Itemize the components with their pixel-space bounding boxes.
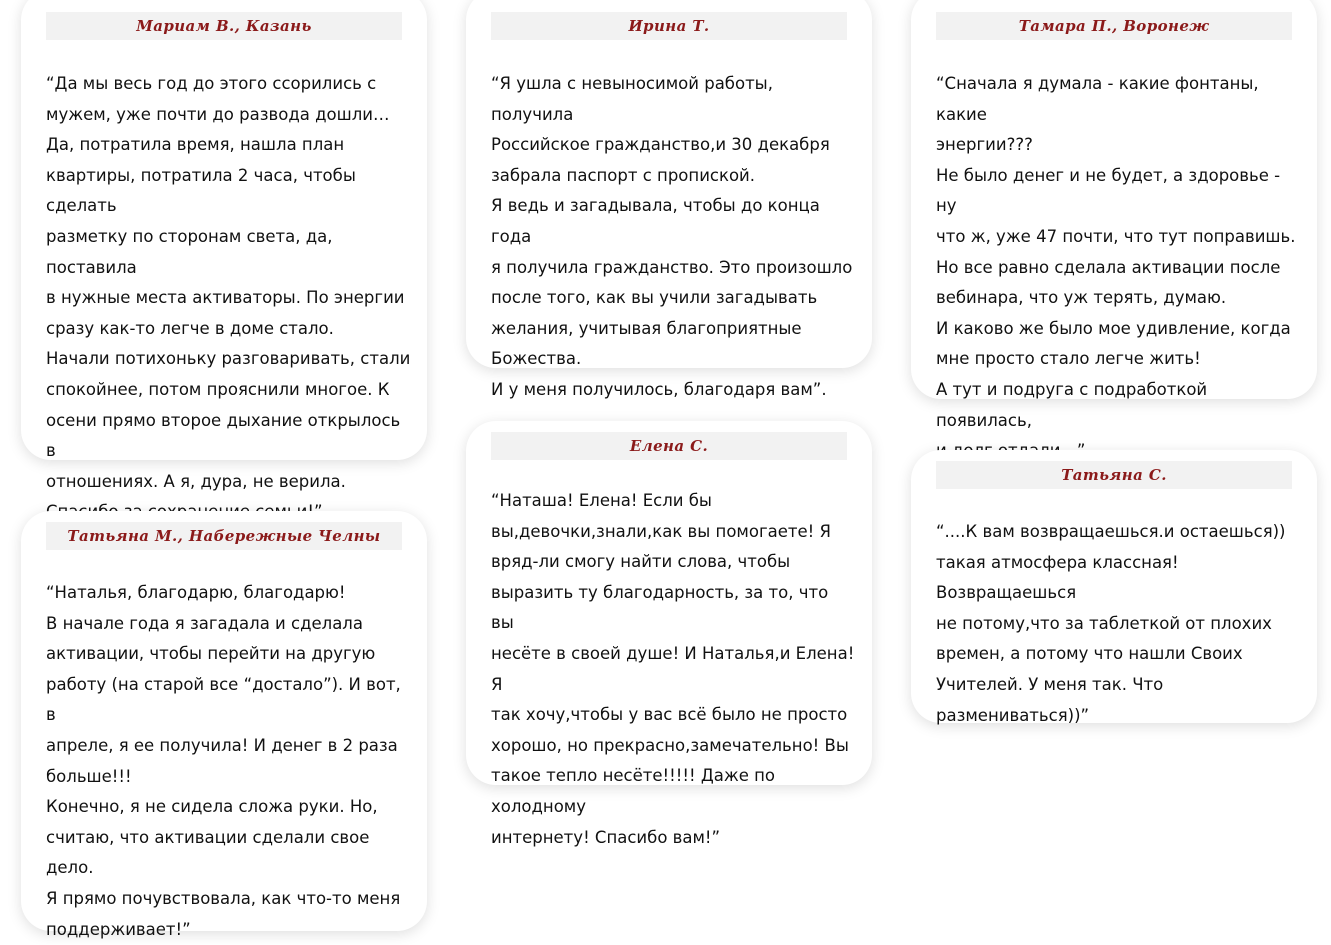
review-text xyxy=(491,486,856,853)
review-text xyxy=(936,69,1301,467)
review-paragraph: Не было денег и не будет, а здоровье - ну что ж, уже 47 почти, что тут поправишь. xyxy=(936,165,1296,246)
review-card xyxy=(466,421,872,847)
review-paragraph: “Наташа! Елена! Если бы вы,девочки,знали,как вы помогаете! Я вряд-ли смогу найти слова, чтобы выразить ту благодарность, за то, что вы несёте в своей душе! И Наталья,и Елена! Я так хочу,чтобы у вас всё было не просто хорошо, но прекрасно,замечательно! Вы такое тепло несёте!!!!! Даже по холодному интернету! Спасибо вам!” xyxy=(491,491,855,847)
review-paragraph: А тут и подруга с подработкой появилась, xyxy=(936,379,1208,430)
review-card xyxy=(466,0,872,399)
review-author: Тамара П., Воронеж xyxy=(936,12,1292,40)
review-paragraph: “....К вам возвращаешься.и остаешься)) такая атмосфера классная! Возвращаешься не потому,что за таблеткой от плохих времен, а потому что нашли Своих Учителей. У меня так. Что размениваться))” xyxy=(936,522,1286,725)
review-paragraph: Я ведь и загадывала, чтобы до конца года я получила гражданство. Это произошло после того, как вы учили загадывать желания, учитывая благоприятные Божества. xyxy=(491,196,853,369)
review-card xyxy=(21,511,427,939)
review-paragraph: Начали потихоньку разговаривать, стали спокойнее, потом прояснили многое. К осени прямо второе дыхание открылось в отношениях. А я, дура, не верила. xyxy=(46,349,411,491)
review-text xyxy=(46,69,411,528)
review-paragraph: Да, потратила время, нашла план квартиры, потратила 2 часа, чтобы сделать разметку по сторонам света, да, поставила в нужные места активаторы. По энергии сразу как-то легче в доме стало. xyxy=(46,135,405,338)
review-paragraph: “Сначала я думала - какие фонтаны, какие энергии??? xyxy=(936,74,1259,155)
review-author: Мариам В., Казань xyxy=(46,12,402,40)
review-paragraph: И у меня получилось, благодаря вам”. xyxy=(491,379,827,399)
review-card xyxy=(911,0,1317,430)
review-card xyxy=(21,0,427,491)
review-card xyxy=(911,450,1317,723)
review-paragraph: Конечно, я не сидела сложа руки. Но, считаю, что активации сделали свое дело. Я прямо почувствовала, как что-то меня поддерживает!” xyxy=(46,797,401,939)
review-text xyxy=(936,517,1301,731)
review-author: Татьяна С. xyxy=(936,461,1292,489)
review-text xyxy=(46,578,411,945)
review-author: Татьяна М., Набережные Челны xyxy=(46,522,402,550)
review-paragraph: В начале года я загадала и сделала активации, чтобы перейти на другую работу (на старой все “достало”). И вот, в апреле, я ее получила! И денег в 2 раза больше!!! xyxy=(46,613,401,786)
review-text xyxy=(491,69,856,406)
review-author: Ирина Т. xyxy=(491,12,847,40)
review-paragraph: Но все равно сделала активации после вебинара, что уж терять, думаю. xyxy=(936,257,1281,308)
review-paragraph: “Да мы весь год до этого ссорились с мужем, уже почти до развода дошли… xyxy=(46,74,390,124)
review-author: Елена С. xyxy=(491,432,847,460)
review-paragraph: “Наталья, благодарю, благодарю! xyxy=(46,583,346,602)
review-paragraph: И каково же было мое удивление, когда мне просто стало легче жить! xyxy=(936,318,1291,369)
review-paragraph: “Я ушла с невыносимой работы, получила Российское гражданство,и 30 декабря забрала паспорт с пропиской. xyxy=(491,74,830,185)
